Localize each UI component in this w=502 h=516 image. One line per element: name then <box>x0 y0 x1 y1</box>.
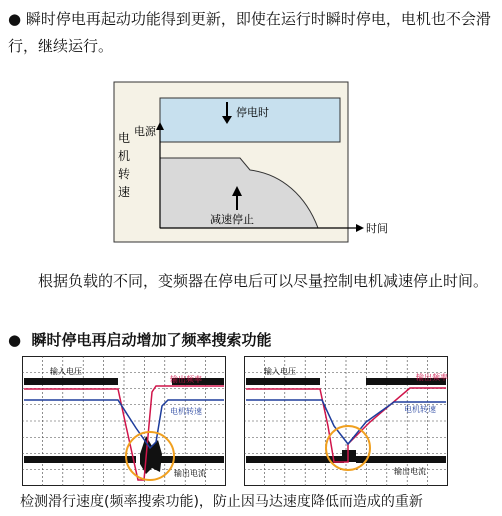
bullet-icon: ● <box>8 331 22 349</box>
output-frequency-label: 输出频率 <box>416 373 448 382</box>
section-heading-text: 瞬时停电再启动增加了频率搜索功能 <box>31 331 272 349</box>
x-axis-arrow-icon <box>356 224 364 232</box>
speed-label-char-4: 速 <box>118 185 131 199</box>
input-voltage-trace <box>246 378 320 385</box>
output-frequency-label: 输出频率 <box>170 375 202 384</box>
output-current-trace-restored <box>356 456 446 463</box>
output-current-trace-restored <box>160 456 224 463</box>
power-outage-diagram <box>100 78 400 246</box>
speed-label-char-3: 转 <box>118 167 131 181</box>
input-voltage-label: 输入电压 <box>264 367 296 376</box>
intro-paragraph <box>8 6 496 60</box>
bullet-icon: ● <box>8 10 22 28</box>
speed-label-char-1: 电 <box>118 131 131 145</box>
motor-speed-label: 电机转速 <box>404 405 436 414</box>
input-voltage-label: 输入电压 <box>50 367 82 376</box>
output-current-label: 输出电流 <box>394 467 426 476</box>
power-area <box>160 98 340 142</box>
output-current-trace <box>24 456 136 463</box>
outage-label: 停电时 <box>236 106 269 119</box>
decel-label: 减速停止 <box>210 213 254 226</box>
speed-label-char-2: 机 <box>118 149 131 163</box>
intro-text: 瞬时停电再起动功能得到更新，即使在运行时瞬时停电，电机也不会滑行，继续运行。 <box>8 10 491 55</box>
power-label: 电源 <box>134 125 156 138</box>
section-heading <box>8 329 272 350</box>
current-spike <box>342 450 356 462</box>
motor-speed-label: 电机转速 <box>170 407 202 416</box>
oscilloscope-left <box>22 356 226 486</box>
output-current-label: 输出电流 <box>174 469 206 478</box>
figure-caption: 检测滑行速度(频率搜索功能)，防止因马达速度降低而造成的重新 <box>20 494 423 510</box>
input-voltage-trace <box>24 378 118 385</box>
oscilloscope-right <box>244 356 448 486</box>
load-paragraph: 根据负载的不同，变频器在停电后可以尽量控制电机减速停止时间。 <box>38 272 489 290</box>
time-label: 时间 <box>366 222 388 235</box>
